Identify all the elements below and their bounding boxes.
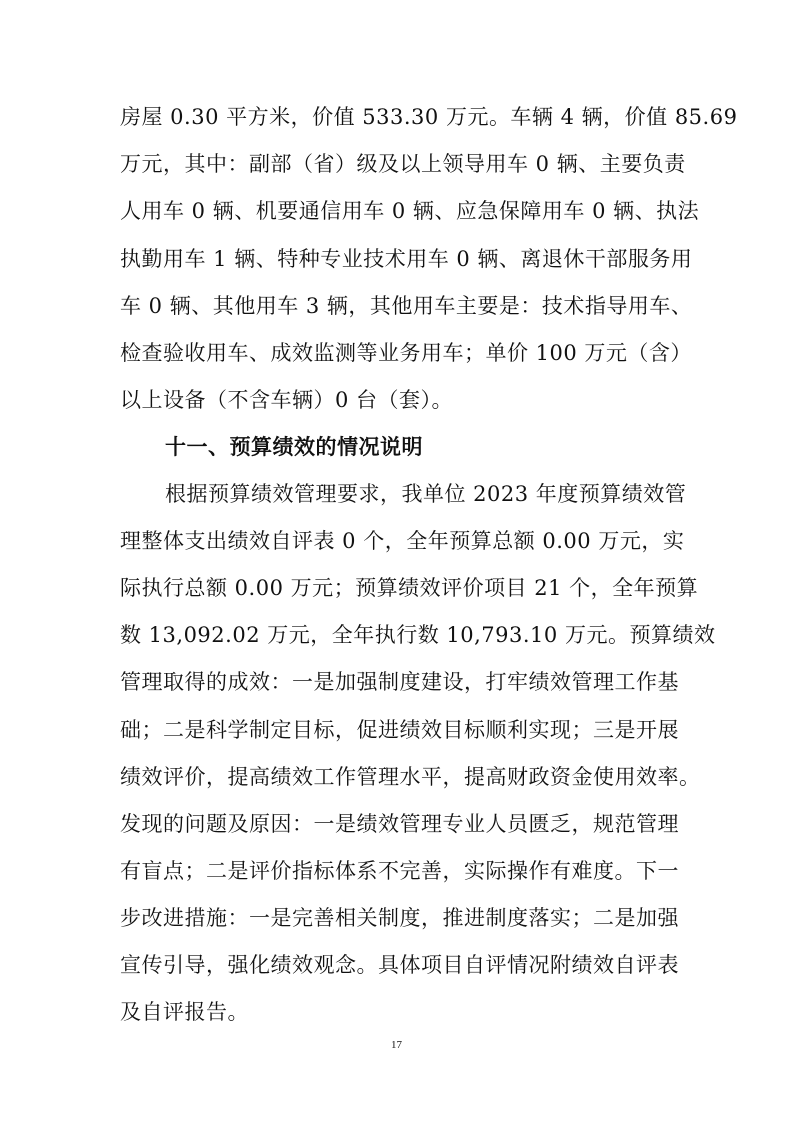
- paragraph-line: 础；二是科学制定目标，促进绩效目标顺利实现；三是开展: [120, 718, 679, 742]
- paragraph-line: 以上设备（不含车辆）0 台（套）。: [120, 388, 454, 412]
- paragraph-line: 理整体支出绩效自评表 0 个，全年预算总额 0.00 万元，实: [120, 529, 685, 553]
- paragraph-line: 车 0 辆、其他用车 3 辆，其他用车主要是：技术指导用车、: [120, 294, 693, 318]
- paragraph-line: 数 13,092.02 万元，全年执行数 10,793.10 万元。预算绩效: [120, 623, 716, 647]
- paragraph-line: 际执行总额 0.00 万元；预算绩效评价项目 21 个，全年预算: [120, 576, 699, 600]
- paragraph-line: 及自评报告。: [120, 1000, 249, 1024]
- paragraph-line: 绩效评价，提高绩效工作管理水平，提高财政资金使用效率。: [120, 765, 701, 789]
- page-number: 17: [391, 1039, 402, 1051]
- section-heading: 十一、预算绩效的情况说明: [165, 435, 423, 459]
- paragraph-line: 宣传引导，强化绩效观念。具体项目自评情况附绩效自评表: [120, 953, 679, 977]
- paragraph-line: 根据预算绩效管理要求，我单位 2023 年度预算绩效管: [165, 482, 687, 506]
- paragraph-line: 人用车 0 辆、机要通信用车 0 辆、应急保障用车 0 辆、执法: [120, 199, 700, 223]
- paragraph-line: 有盲点；二是评价指标体系不完善，实际操作有难度。下一: [120, 859, 679, 883]
- paragraph-line: 管理取得的成效：一是加强制度建设，打牢绩效管理工作基: [120, 670, 679, 694]
- paragraph-line: 检查验收用车、成效监测等业务用车；单价 100 万元（含）: [120, 341, 692, 365]
- paragraph-line: 万元，其中：副部（省）级及以上领导用车 0 辆、主要负责: [120, 152, 686, 176]
- paragraph-line: 执勤用车 1 辆、特种专业技术用车 0 辆、离退休干部服务用: [120, 247, 693, 271]
- paragraph-line: 房屋 0.30 平方米，价值 533.30 万元。车辆 4 辆，价值 85.69: [120, 105, 738, 129]
- paragraph-line: 发现的问题及原因：一是绩效管理专业人员匮乏，规范管理: [120, 812, 679, 836]
- paragraph-line: 步改进措施：一是完善相关制度，推进制度落实；二是加强: [120, 906, 679, 930]
